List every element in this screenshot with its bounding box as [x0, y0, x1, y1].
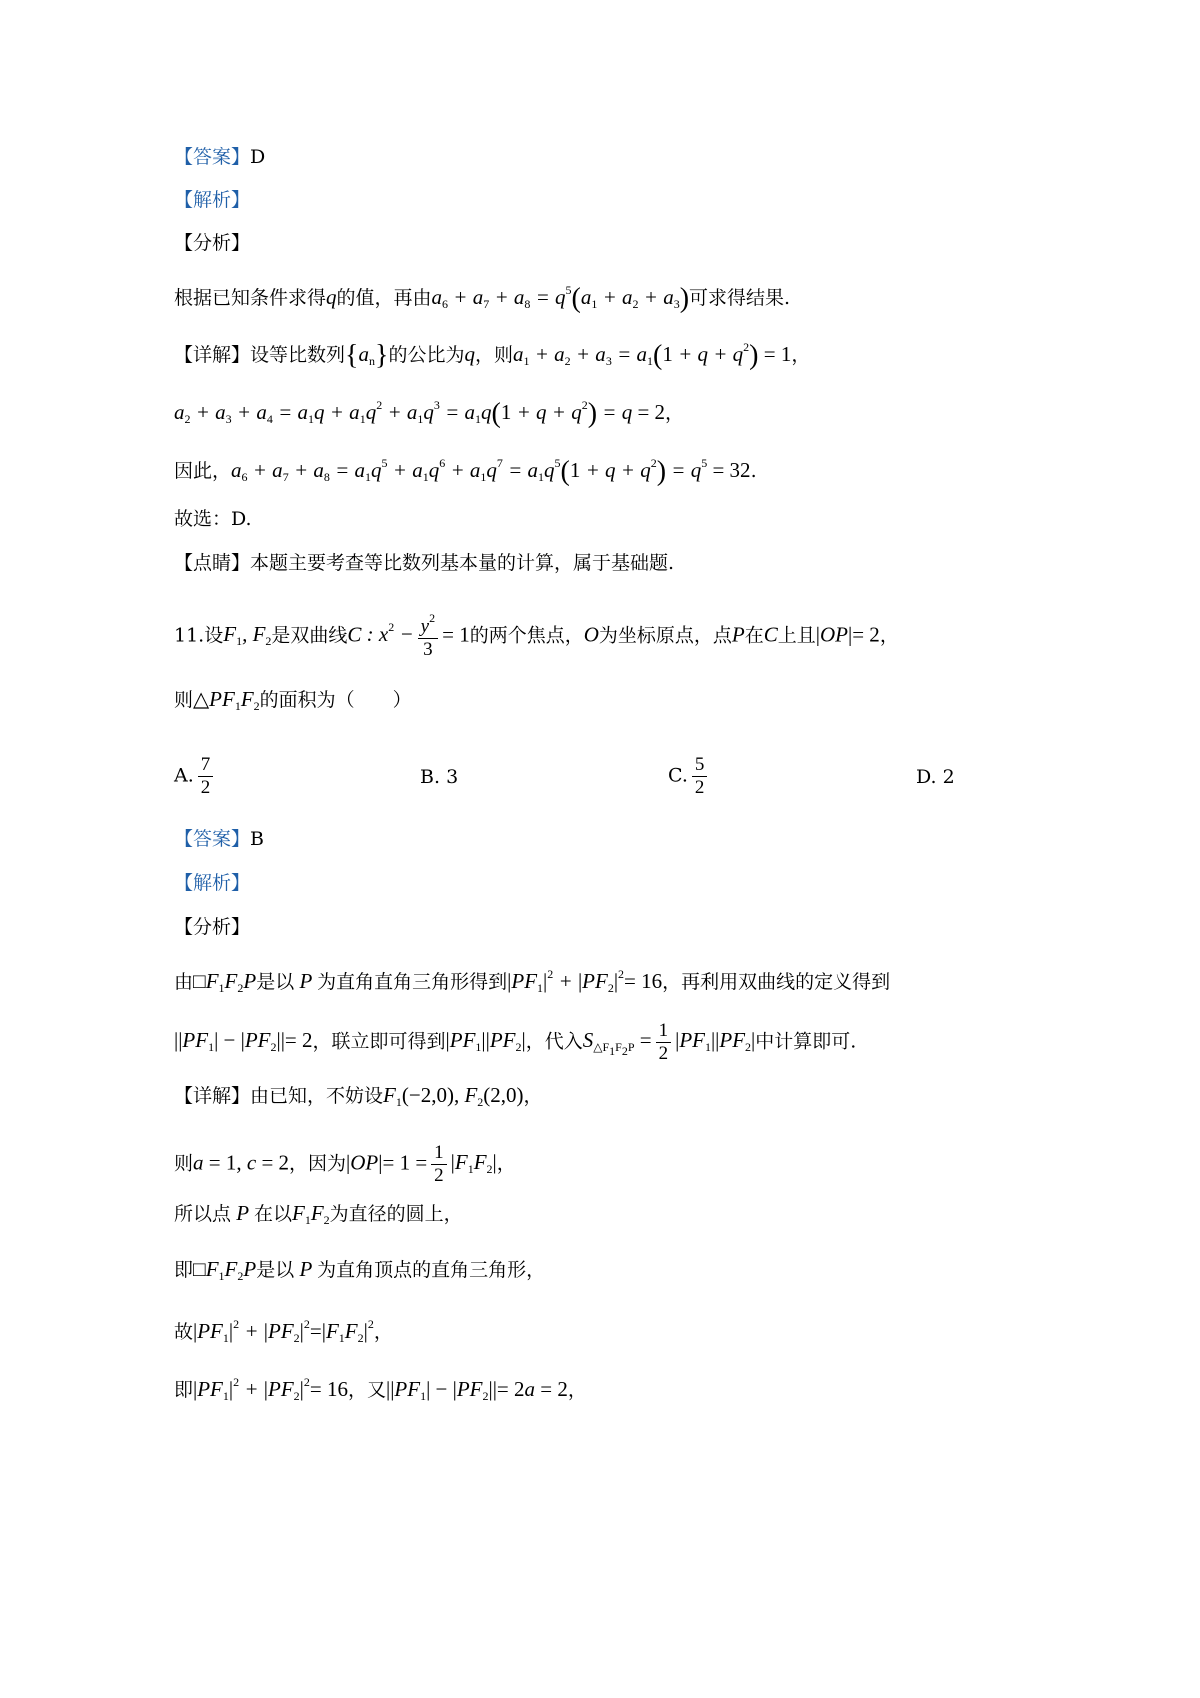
answer-value: D	[250, 146, 266, 168]
dianjing-label: 【点睛】	[174, 552, 251, 574]
fraction-y2-3: $\frac{y^2}{3}$	[418, 612, 438, 661]
option-b[interactable]: B. 3	[420, 766, 459, 788]
xiangjie-line-2: 【详解】由已知，不妨设$F_1(-2,0)$, $F_2(2,0)$，	[174, 1083, 543, 1109]
analysis-label-2: 【解析】	[174, 872, 251, 894]
dianjing-line: 【点睛】本题主要考查等比数列基本量的计算，属于基础题.	[174, 552, 675, 574]
answer-bracket-close: 】	[231, 146, 251, 168]
option-c-fraction: $\frac{5}{2}$	[692, 754, 708, 799]
circle-line: 所以点 P 在以$F_1F_2$为直径的圆上，	[174, 1201, 463, 1227]
question-number: 11.	[174, 624, 205, 647]
fenxi-label-1: 【分析】	[174, 232, 251, 254]
question-11-line-2: 则$\triangle PF_1F_2$的面积为（ ）	[174, 687, 412, 713]
fenxi-text-2-line-1: 由$□F_1F_2P$是以 P 为直角直角三角形得到$|PF_1|^2 + |PF_2|^2= 16$，再利用双曲线的定义得到	[174, 967, 891, 995]
answer-line-2: 【答案】B	[174, 828, 265, 850]
ji-line: 即$|PF_1|^2 + |PF_2|^2= 16$，又$||PF_1| - |PF_2||= 2a = 2$，	[174, 1375, 587, 1403]
guxuan-line-1: 故选：D.	[174, 508, 252, 530]
math-line-a2: $a_2 + a_3 + a_4 = a_1q + a_1q^2 + a_1q^3 = a_1q(1 + q + q^2) = q = 2$，	[174, 398, 685, 429]
xiangjie-label: 【详解】	[174, 344, 251, 366]
math-line-yinci: 因此，$a_6 + a_7 + a_8 = a_1q^5 + a_1q^6 + a_1q^7 = a_1q^5(1 + q + q^2) = q^5 = 32$.	[174, 456, 757, 487]
option-a[interactable]: A. $\frac{7}{2}$	[174, 754, 217, 799]
answer-line-1	[174, 148, 265, 167]
analysis-label-1: 【解析】	[174, 189, 251, 211]
gu-line: 故$|PF_1|^2 + |PF_2|^2=|F_1F_2|^2$，	[174, 1317, 393, 1345]
answer-bracket-open: 【	[174, 146, 194, 168]
fraction-one-half: $\frac{1}{2}$	[656, 1020, 672, 1065]
then-line: 则a = 1, c = 2，因为|OP|= 1 = $\frac{1}{2}$ $|F_1F_2|$，	[174, 1142, 516, 1186]
right-angle-line: 即$□F_1F_2P$是以 P 为直角顶点的直角三角形，	[174, 1257, 546, 1283]
fenxi-label-2: 【分析】	[174, 916, 251, 938]
option-c[interactable]: C. $\frac{5}{2}$	[668, 754, 711, 799]
xiangjie-line-1: 【详解】设等比数列$\{a_n\}$的公比为q，则$a_1 + a_2 + a_3 = a_1(1 + q + q^2) = 1$，	[174, 340, 811, 371]
fenxi-text-2-line-2: $||PF_1| - |PF_2||= 2$，联立即可得到$|PF_1||PF_2|$，代入$S_{\triangle F_1F_2P}$ = $\frac{1}{2}$ $|PF_1||PF_2|$中计算即可.	[174, 1020, 857, 1064]
fenxi-text-1: 根据已知条件求得q的值，再由$a_6 + a_7 + a_8 = q^5(a_1 + a_2 + a_3)$可求得结果.	[174, 283, 791, 314]
question-11-line-1: 11.设$F_1$, $F_2$是双曲线C : $x^2$ − $\frac{y^2}{3}$ = 1的两个焦点，O为坐标原点，点P在C上且|OP|= 2，	[174, 611, 899, 660]
answer-label: 答案	[193, 146, 232, 168]
option-a-fraction: $\frac{7}{2}$	[198, 754, 214, 799]
fraction-one-half-2: $\frac{1}{2}$	[431, 1142, 447, 1187]
option-d[interactable]: D. 2	[916, 766, 955, 788]
